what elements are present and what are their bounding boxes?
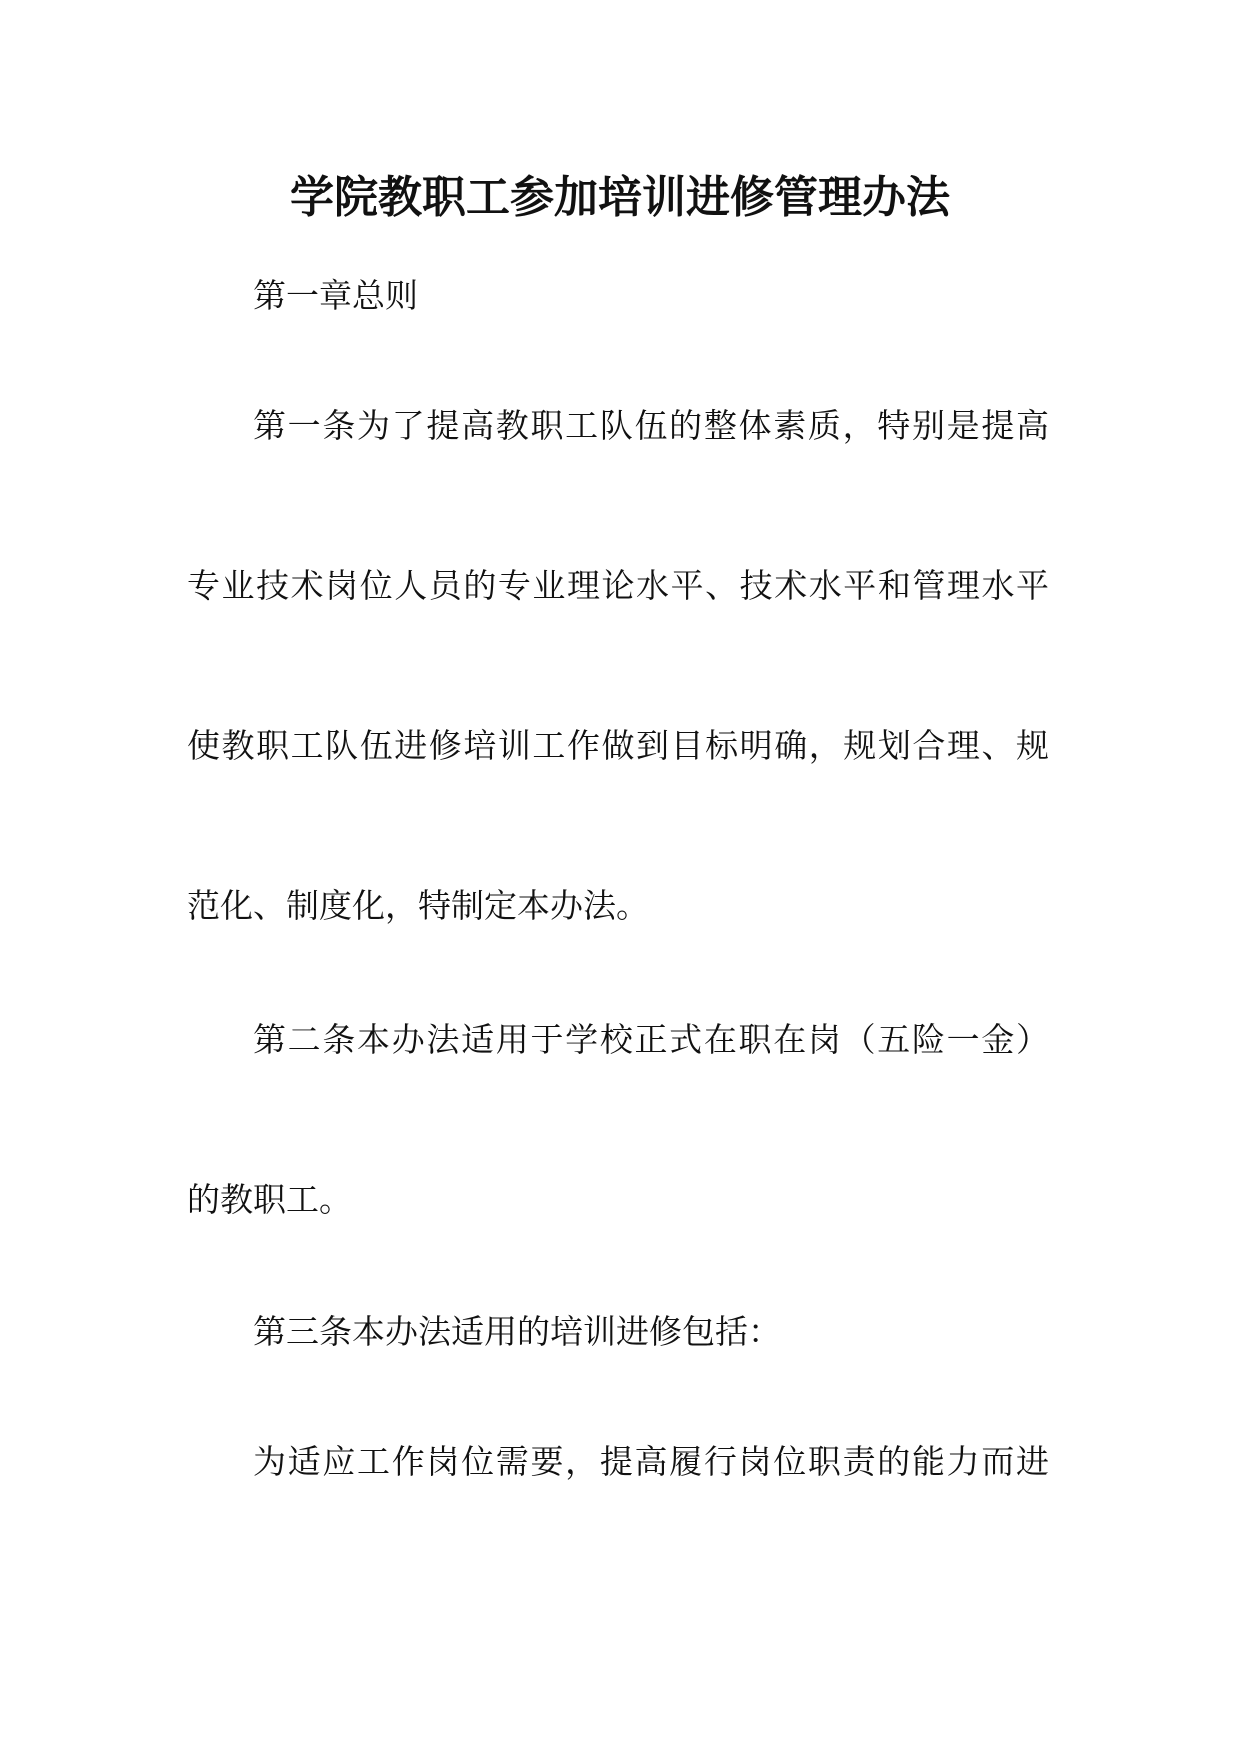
paragraph-line: 范化、制度化，特制定本办法。 — [187, 886, 649, 925]
chapter-heading: 第一章总则 — [253, 276, 418, 315]
paragraph-line: 第三条本办法适用的培训进修包括： — [253, 1312, 781, 1351]
paragraph-line: 专业技术岗位人员的专业理论水平、技术水平和管理水平 — [187, 566, 1049, 605]
paragraph-line: 为适应工作岗位需要，提高履行岗位职责的能力而进 — [253, 1442, 1049, 1481]
paragraph-line: 第二条本办法适用于学校正式在职在岗（五险一金） — [253, 1020, 1049, 1059]
paragraph-line: 的教职工。 — [187, 1180, 352, 1219]
document-title: 学院教职工参加培训进修管理办法 — [290, 172, 950, 223]
paragraph-line: 使教职工队伍进修培训工作做到目标明确，规划合理、规 — [187, 726, 1049, 765]
paragraph-line: 第一条为了提高教职工队伍的整体素质，特别是提高 — [253, 406, 1049, 445]
